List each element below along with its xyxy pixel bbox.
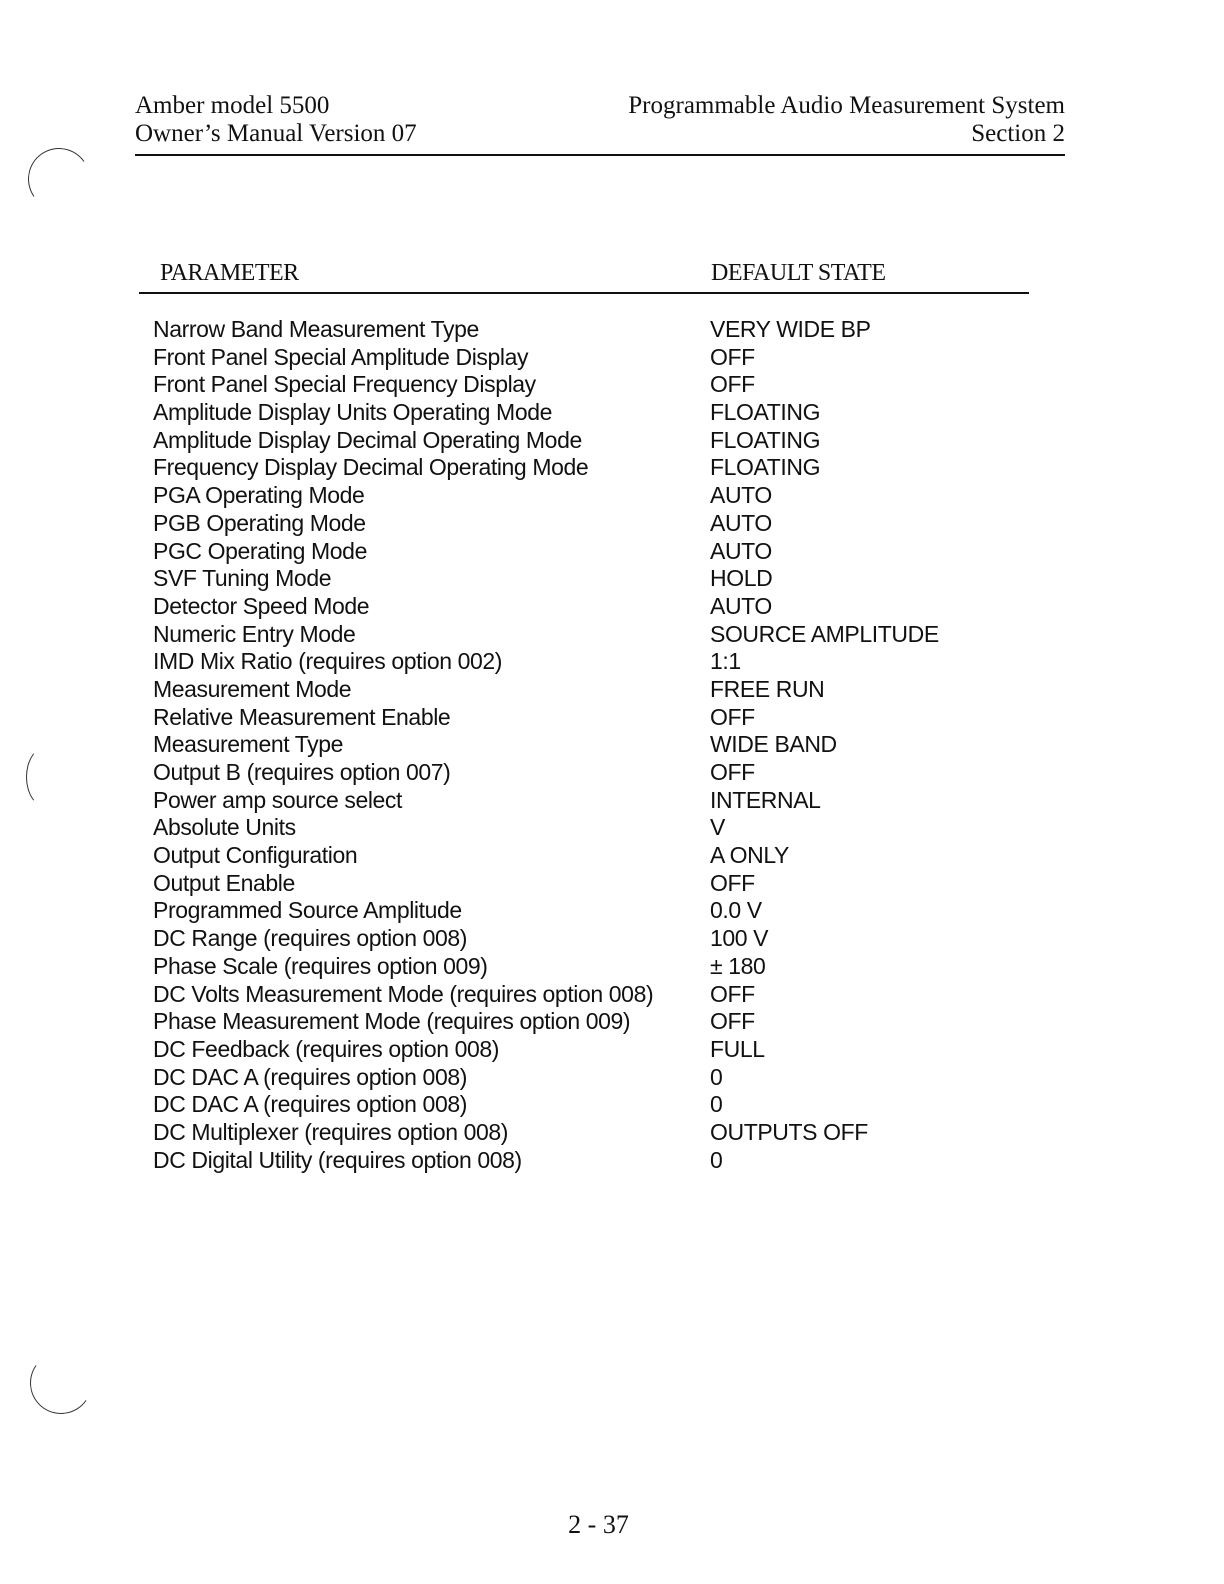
default-state-value: OFF bbox=[710, 869, 755, 896]
table-row bbox=[153, 538, 1033, 566]
default-state-value: INTERNAL bbox=[710, 786, 821, 813]
table-row bbox=[153, 1008, 1033, 1036]
page-number: 2 - 37 bbox=[568, 1510, 629, 1539]
default-state-value: A ONLY bbox=[710, 842, 789, 869]
default-state-value: OFF bbox=[710, 343, 755, 370]
table-row bbox=[153, 316, 1033, 344]
default-state-value: OFF bbox=[710, 1008, 755, 1035]
parameter-name: PGB Operating Mode bbox=[153, 509, 366, 536]
table-row bbox=[153, 593, 1033, 621]
parameter-name: Front Panel Special Amplitude Display bbox=[153, 343, 529, 370]
parameter-name: Amplitude Display Units Operating Mode bbox=[153, 399, 552, 426]
table-row bbox=[153, 1119, 1033, 1147]
table-row bbox=[153, 621, 1033, 649]
header-left bbox=[135, 92, 417, 148]
parameter-name: DC DAC A (requires option 008) bbox=[153, 1063, 467, 1090]
default-state-value: 0 bbox=[710, 1063, 723, 1090]
parameter-name: Absolute Units bbox=[153, 814, 296, 841]
system-name: Programmable Audio Measurement System bbox=[628, 92, 1065, 119]
default-state-value: AUTO bbox=[710, 509, 772, 536]
table-row bbox=[153, 704, 1033, 732]
parameter-name: DC Range (requires option 008) bbox=[153, 925, 468, 952]
table-row bbox=[153, 399, 1033, 427]
document-title: Amber model 5500 bbox=[135, 92, 330, 119]
table-row bbox=[153, 482, 1033, 510]
parameter-name: DC Multiplexer (requires option 008) bbox=[153, 1118, 509, 1145]
table-row bbox=[153, 759, 1033, 787]
default-state-value: WIDE BAND bbox=[710, 731, 837, 758]
parameter-name: Numeric Entry Mode bbox=[153, 620, 356, 647]
table-row bbox=[153, 731, 1033, 759]
default-state-value: AUTO bbox=[710, 537, 772, 564]
default-state-value: AUTO bbox=[710, 482, 772, 509]
table-row bbox=[153, 454, 1033, 482]
parameter-name: Narrow Band Measurement Type bbox=[153, 316, 479, 342]
table-row bbox=[153, 981, 1033, 1009]
table-row bbox=[153, 842, 1033, 870]
parameter-name: Output Enable bbox=[153, 869, 295, 896]
table-row bbox=[153, 787, 1033, 815]
parameter-name: Measurement Type bbox=[153, 731, 344, 758]
default-state-value: OFF bbox=[710, 371, 755, 398]
parameter-name: DC Feedback (requires option 008) bbox=[153, 1035, 500, 1062]
default-state-value: VERY WIDE BP bbox=[710, 316, 871, 342]
table-header bbox=[139, 258, 1029, 294]
default-state-value: OUTPUTS OFF bbox=[710, 1118, 868, 1145]
default-state-value: SOURCE AMPLITUDE bbox=[710, 620, 939, 647]
parameter-name: DC DAC A (requires option 008) bbox=[153, 1091, 467, 1118]
punch-hole-mark-top bbox=[23, 143, 95, 215]
default-state-value: FLOATING bbox=[710, 399, 821, 426]
table-row bbox=[153, 814, 1033, 842]
table-row bbox=[153, 371, 1033, 399]
table-row bbox=[153, 953, 1033, 981]
parameter-name: IMD Mix Ratio (requires option 002) bbox=[153, 648, 503, 675]
parameter-name: Phase Measurement Mode (requires option 009) bbox=[153, 1008, 631, 1035]
default-state-value: 100 V bbox=[710, 925, 769, 952]
table-row bbox=[153, 648, 1033, 676]
default-state-value: OFF bbox=[710, 703, 755, 730]
column-header-default-state: DEFAULT STATE bbox=[711, 260, 886, 286]
punch-hole-mark-bottom bbox=[25, 1347, 97, 1419]
manual-version: Owner’s Manual Version 07 bbox=[135, 120, 417, 147]
parameter-name: SVF Tuning Mode bbox=[153, 565, 332, 592]
parameter-name: DC Volts Measurement Mode (requires option 008) bbox=[153, 980, 654, 1007]
punch-hole-mark-middle bbox=[26, 746, 68, 808]
parameter-name: Power amp source select bbox=[153, 786, 403, 813]
parameter-name: Phase Scale (requires option 009) bbox=[153, 952, 488, 979]
parameter-name: Frequency Display Decimal Operating Mode bbox=[153, 454, 589, 481]
default-state-value: 1:1 bbox=[710, 648, 741, 675]
default-state-value: FLOATING bbox=[710, 426, 821, 453]
parameter-name: Detector Speed Mode bbox=[153, 592, 370, 619]
default-state-value: OFF bbox=[710, 980, 755, 1007]
parameter-name: Amplitude Display Decimal Operating Mode bbox=[153, 426, 582, 453]
table-row bbox=[153, 1147, 1033, 1175]
table-row bbox=[153, 676, 1033, 704]
parameter-name: Measurement Mode bbox=[153, 675, 352, 702]
section-label: Section 2 bbox=[971, 120, 1065, 147]
page-header bbox=[135, 92, 1065, 156]
default-state-value: AUTO bbox=[710, 592, 772, 619]
default-state-value: OFF bbox=[710, 759, 755, 785]
default-state-value: FULL bbox=[710, 1035, 765, 1062]
parameter-name: Output Configuration bbox=[153, 842, 358, 869]
parameter-name: DC Digital Utility (requires option 008) bbox=[153, 1146, 522, 1173]
table-row bbox=[153, 925, 1033, 953]
table-row bbox=[153, 344, 1033, 372]
parameter-name: Output B (requires option 007) bbox=[153, 759, 451, 785]
table-row bbox=[153, 510, 1033, 538]
parameter-name: Front Panel Special Frequency Display bbox=[153, 371, 536, 398]
default-state-value: HOLD bbox=[710, 565, 773, 592]
table-row bbox=[153, 1036, 1033, 1064]
parameter-name: Relative Measurement Enable bbox=[153, 703, 451, 730]
default-state-value: FLOATING bbox=[710, 454, 821, 481]
parameter-table-body bbox=[153, 316, 1033, 1174]
table-row bbox=[153, 897, 1033, 925]
default-state-value: 0 bbox=[710, 1091, 723, 1118]
default-state-value: FREE RUN bbox=[710, 675, 825, 702]
default-state-value: 0.0 V bbox=[710, 897, 762, 924]
table-row bbox=[153, 1064, 1033, 1092]
parameter-name: PGC Operating Mode bbox=[153, 537, 367, 564]
column-header-parameter: PARAMETER bbox=[160, 260, 299, 286]
table-row bbox=[153, 1091, 1033, 1119]
parameter-name: PGA Operating Mode bbox=[153, 482, 365, 509]
default-state-value: V bbox=[710, 814, 725, 841]
default-state-value: ± 180 bbox=[710, 952, 766, 979]
table-row bbox=[153, 565, 1033, 593]
default-state-value: 0 bbox=[710, 1146, 723, 1173]
header-right bbox=[628, 92, 1065, 148]
table-row bbox=[153, 870, 1033, 898]
table-row bbox=[153, 427, 1033, 455]
parameter-name: Programmed Source Amplitude bbox=[153, 897, 462, 924]
